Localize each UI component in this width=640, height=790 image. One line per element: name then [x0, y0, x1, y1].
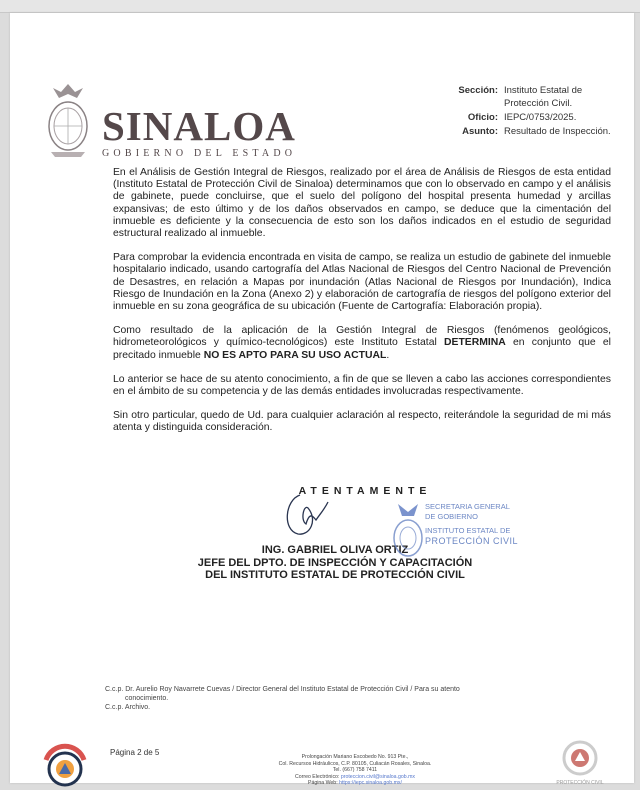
sinaloa-crest-icon: [43, 80, 93, 160]
web-line: [250, 780, 460, 787]
stamp-line: PROTECCIÓN CIVIL: [425, 536, 519, 546]
paragraph-1: En el Análisis de Gestión Integral de Riesgos, realizado por el área de Análisis de Riesgos de esta entidad (Instituto Estatal de Protección Civil de Sinaloa) determinamos que con lo observado en campo y el análisis de gabinete, puede concluirse, que el suelo del polígono del hospital presenta humedad y arcillas expansivas; de esto último y de los daños observados en campo, se deduce que la cimentación del inmueble es deficiente y la consecuencia de esto son los daños indicados en el estudio de seguridad estructural realizado al inmueble.: [113, 167, 611, 240]
address-line: Col. Recursos Hidráulicos, C.P. 80105, Culiacán Rosales, Sinaloa.: [278, 760, 432, 767]
viewer-top-bar: [0, 0, 640, 13]
email-link[interactable]: proteccion.civil@sinaloa.gob.mx: [340, 773, 416, 780]
web-link[interactable]: https://iepc.sinaloa.gob.mx/: [339, 780, 402, 786]
meta-oficio: [420, 111, 614, 124]
ccp-line: conocimiento.: [125, 695, 169, 702]
meta-section: [420, 84, 614, 110]
meta-value: Instituto Estatal de Protección Civil.: [504, 85, 583, 109]
ccp-line: C.c.p. Archivo.: [105, 704, 151, 711]
web-label: Página Web:: [308, 780, 340, 786]
meta-value: Resultado de Inspección.: [504, 126, 611, 137]
meta-asunto: [420, 125, 614, 138]
proteccion-civil-badge-icon: [42, 742, 88, 788]
signer-title: JEFE DEL DPTO. DE INSPECCIÓN Y CAPACITACIÓN: [197, 556, 473, 569]
meta-key: Sección:: [458, 85, 498, 96]
brand-block: [102, 103, 297, 159]
paragraph-2: Para comprobar la evidencia encontrada en visita de campo, se realiza un estudio de gabinete del inmueble hospitalario indicado, usando cartografía del Atlas Nacional de Riesgos del Centro Nacional de Prevención de Desastres, en relación a Mapas por inundación (Atlas Nacional de Riesgos por Inundación), Indica Riesgo de Inundación en la Zona (Anexo 2) y elaboración de cartografía de riesgos del polígono exterior del inmueble en su zona geográfica de su ubicación (Fuente de Cartografía: Elaboración propia).: [113, 252, 611, 313]
stamp-text: [425, 502, 518, 546]
stamp-line: SECRETARIA GENERAL: [425, 502, 510, 511]
meta-value: IEPC/0753/2025.: [504, 112, 577, 123]
ccp-line: C.c.p. Dr. Aurelio Roy Navarrete Cuevas / Director General del Instituto Estatal de Protección Civil / Para su atento: [105, 686, 460, 693]
svg-text:PROTECCIÓN CIVIL: PROTECCIÓN CIVIL: [556, 780, 604, 786]
footer-address: [250, 754, 460, 787]
page-number: Página 2 de 5: [110, 748, 160, 757]
paragraph-4: Lo anterior se hace de su atento conocimiento, a fin de que se lleven a cabo las acciones correspondientes en el ámbito de su competencia y de las demás entidades involucradas respectivamente.: [113, 373, 611, 398]
carbon-copy: [105, 685, 460, 712]
signer-institution: DEL INSTITUTO ESTATAL DE PROTECCIÓN CIVIL: [205, 569, 465, 581]
meta-key: Oficio:: [467, 112, 498, 123]
p3-text: en conjunto que el precitado inmueble: [113, 337, 611, 361]
brand-subtitle: GOBIERNO DEL ESTADO: [102, 148, 297, 159]
brand-title: SINALOA: [102, 103, 296, 149]
p3-bold-verdict: NO ES APTO PARA SU USO ACTUAL: [203, 349, 387, 361]
p3-text: .: [386, 349, 390, 361]
letter-body: [113, 167, 611, 447]
email-label: Correo Electrónico:: [294, 773, 341, 780]
closing: ATENTAMENTE: [298, 485, 432, 497]
address-line: Prolongación Mariano Escobedo No. 913 Pte.,: [301, 754, 409, 760]
paragraph-5: Sin otro particular, quedo de Ud. para cualquier aclaración al respecto, reiterándole la seguridad de mi más atenta y distinguida consideración.: [113, 410, 611, 434]
stamp-line: DE GOBIERNO: [425, 512, 478, 521]
document-meta: [420, 84, 614, 139]
signer-name: ING. GABRIEL OLIVA ORTIZ: [261, 544, 409, 556]
handwritten-signature-icon: [280, 490, 335, 540]
p3-bold-determina: DETERMINA: [444, 337, 506, 349]
phone: Tel. (667) 758 7411: [332, 767, 378, 773]
stamp-line: INSTITUTO ESTATAL DE: [425, 526, 511, 535]
paragraph-3: [113, 325, 611, 362]
meta-key: Asunto:: [462, 126, 498, 137]
p3-text: Como resultado de la aplicación de la Gestión Integral de Riesgos (fenómenos geológicos, hidrometeorológicos y químico-tecnológicos) este Instituto Estatal: [113, 325, 611, 349]
proteccion-civil-logo-icon: [550, 738, 610, 788]
